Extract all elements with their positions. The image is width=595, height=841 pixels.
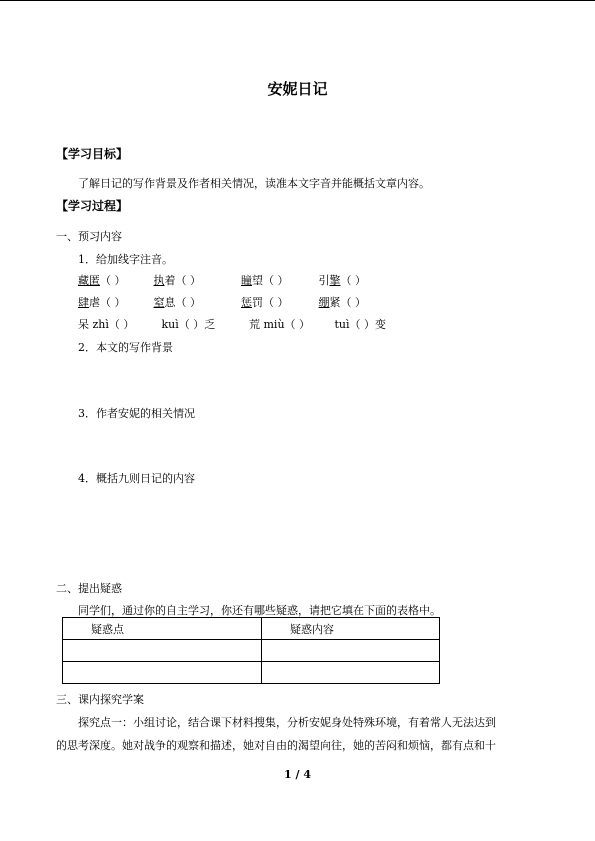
page-top-border (0, 0, 595, 1)
blank: （ ） (263, 296, 289, 309)
blank: （ ） (100, 274, 126, 287)
blank: （ ） (175, 296, 201, 309)
page-title: 安妮日记 (267, 80, 328, 98)
pinyin-item (319, 272, 367, 288)
underlined-word: 肆 (78, 296, 89, 309)
section3-text-line2: 的思考深度。她对战争的观察和描述，她对自由的渴望向往，她的苦闷和烦恼，都有点和十 (56, 739, 496, 752)
word: 虐 (89, 296, 100, 309)
underlined-word: 惩 (241, 296, 252, 309)
underlined-word: 藏匿 (78, 274, 100, 287)
word: 紧 (329, 296, 341, 309)
pinyin-item: 呆 zhì（ ） (78, 318, 135, 331)
question-1: 1．给加线字注音。 (78, 253, 173, 266)
page-number: 1 / 4 (284, 768, 311, 781)
pinyin-item (78, 272, 150, 288)
objectives-heading: 【学习目标】 (56, 147, 129, 161)
underlined-word: 窒 (153, 296, 165, 309)
word: 着 (164, 274, 176, 287)
section1-title: 一、预习内容 (56, 230, 122, 243)
pinyin-item: tuì（ ）变 (334, 318, 387, 331)
pinyin-item (319, 294, 367, 310)
blank: （ ） (340, 296, 366, 309)
table-header-cell: 疑惑点 (63, 618, 262, 640)
table-header-row (63, 618, 440, 640)
pinyin-item (241, 272, 315, 288)
process-heading: 【学习过程】 (56, 199, 129, 213)
underlined-word: 擎 (329, 274, 341, 287)
blank: （ ） (175, 274, 201, 287)
blank: （ ） (263, 274, 289, 287)
section2-title: 二、提出疑惑 (56, 582, 122, 595)
table-cell[interactable] (63, 640, 262, 662)
table-cell[interactable] (63, 662, 262, 684)
pinyin-item (154, 294, 238, 310)
pinyin-item: 荒 miù（ ） (249, 318, 311, 331)
section2-text: 同学们，通过你的自主学习，你还有哪些疑惑，请把它填在下面的表格中。 (78, 604, 441, 617)
table-cell[interactable] (262, 640, 440, 662)
objectives-text: 了解日记的写作背景及作者相关情况，读准本文字音并能概括文章内容。 (78, 177, 430, 190)
question-3: 3．作者安妮的相关情况 (78, 407, 195, 420)
question-2: 2．本文的写作背景 (78, 341, 173, 354)
section3-title: 三、课内探究学案 (56, 693, 144, 706)
blank: （ ） (100, 296, 126, 309)
pinyin-item: kuì（ ）乏 (161, 318, 216, 331)
section3-text-line1: 探究点一：小组讨论，结合课下材料搜集，分析安妮身处特殊环境，有着常人无法达到 (78, 716, 496, 729)
pinyin-item (241, 294, 315, 310)
table-header-cell: 疑惑内容 (262, 618, 440, 640)
underlined-word: 瞳 (241, 274, 252, 287)
pinyin-item (154, 272, 238, 288)
pinyin-item (78, 294, 150, 310)
doubt-table (62, 617, 440, 684)
word: 望 (252, 274, 263, 287)
underlined-word: 执 (153, 274, 165, 287)
blank: （ ） (340, 274, 366, 287)
word: 息 (164, 296, 176, 309)
pinyin-row-2 (78, 294, 366, 310)
pinyin-row-3 (78, 316, 386, 332)
table-cell[interactable] (262, 662, 440, 684)
underlined-word: 绷 (318, 296, 330, 309)
word: 罚 (252, 296, 263, 309)
pinyin-row-1 (78, 272, 366, 288)
word: 引 (318, 274, 330, 287)
table-row (63, 662, 440, 684)
question-4: 4．概括九则日记的内容 (78, 472, 195, 485)
table-row (63, 640, 440, 662)
